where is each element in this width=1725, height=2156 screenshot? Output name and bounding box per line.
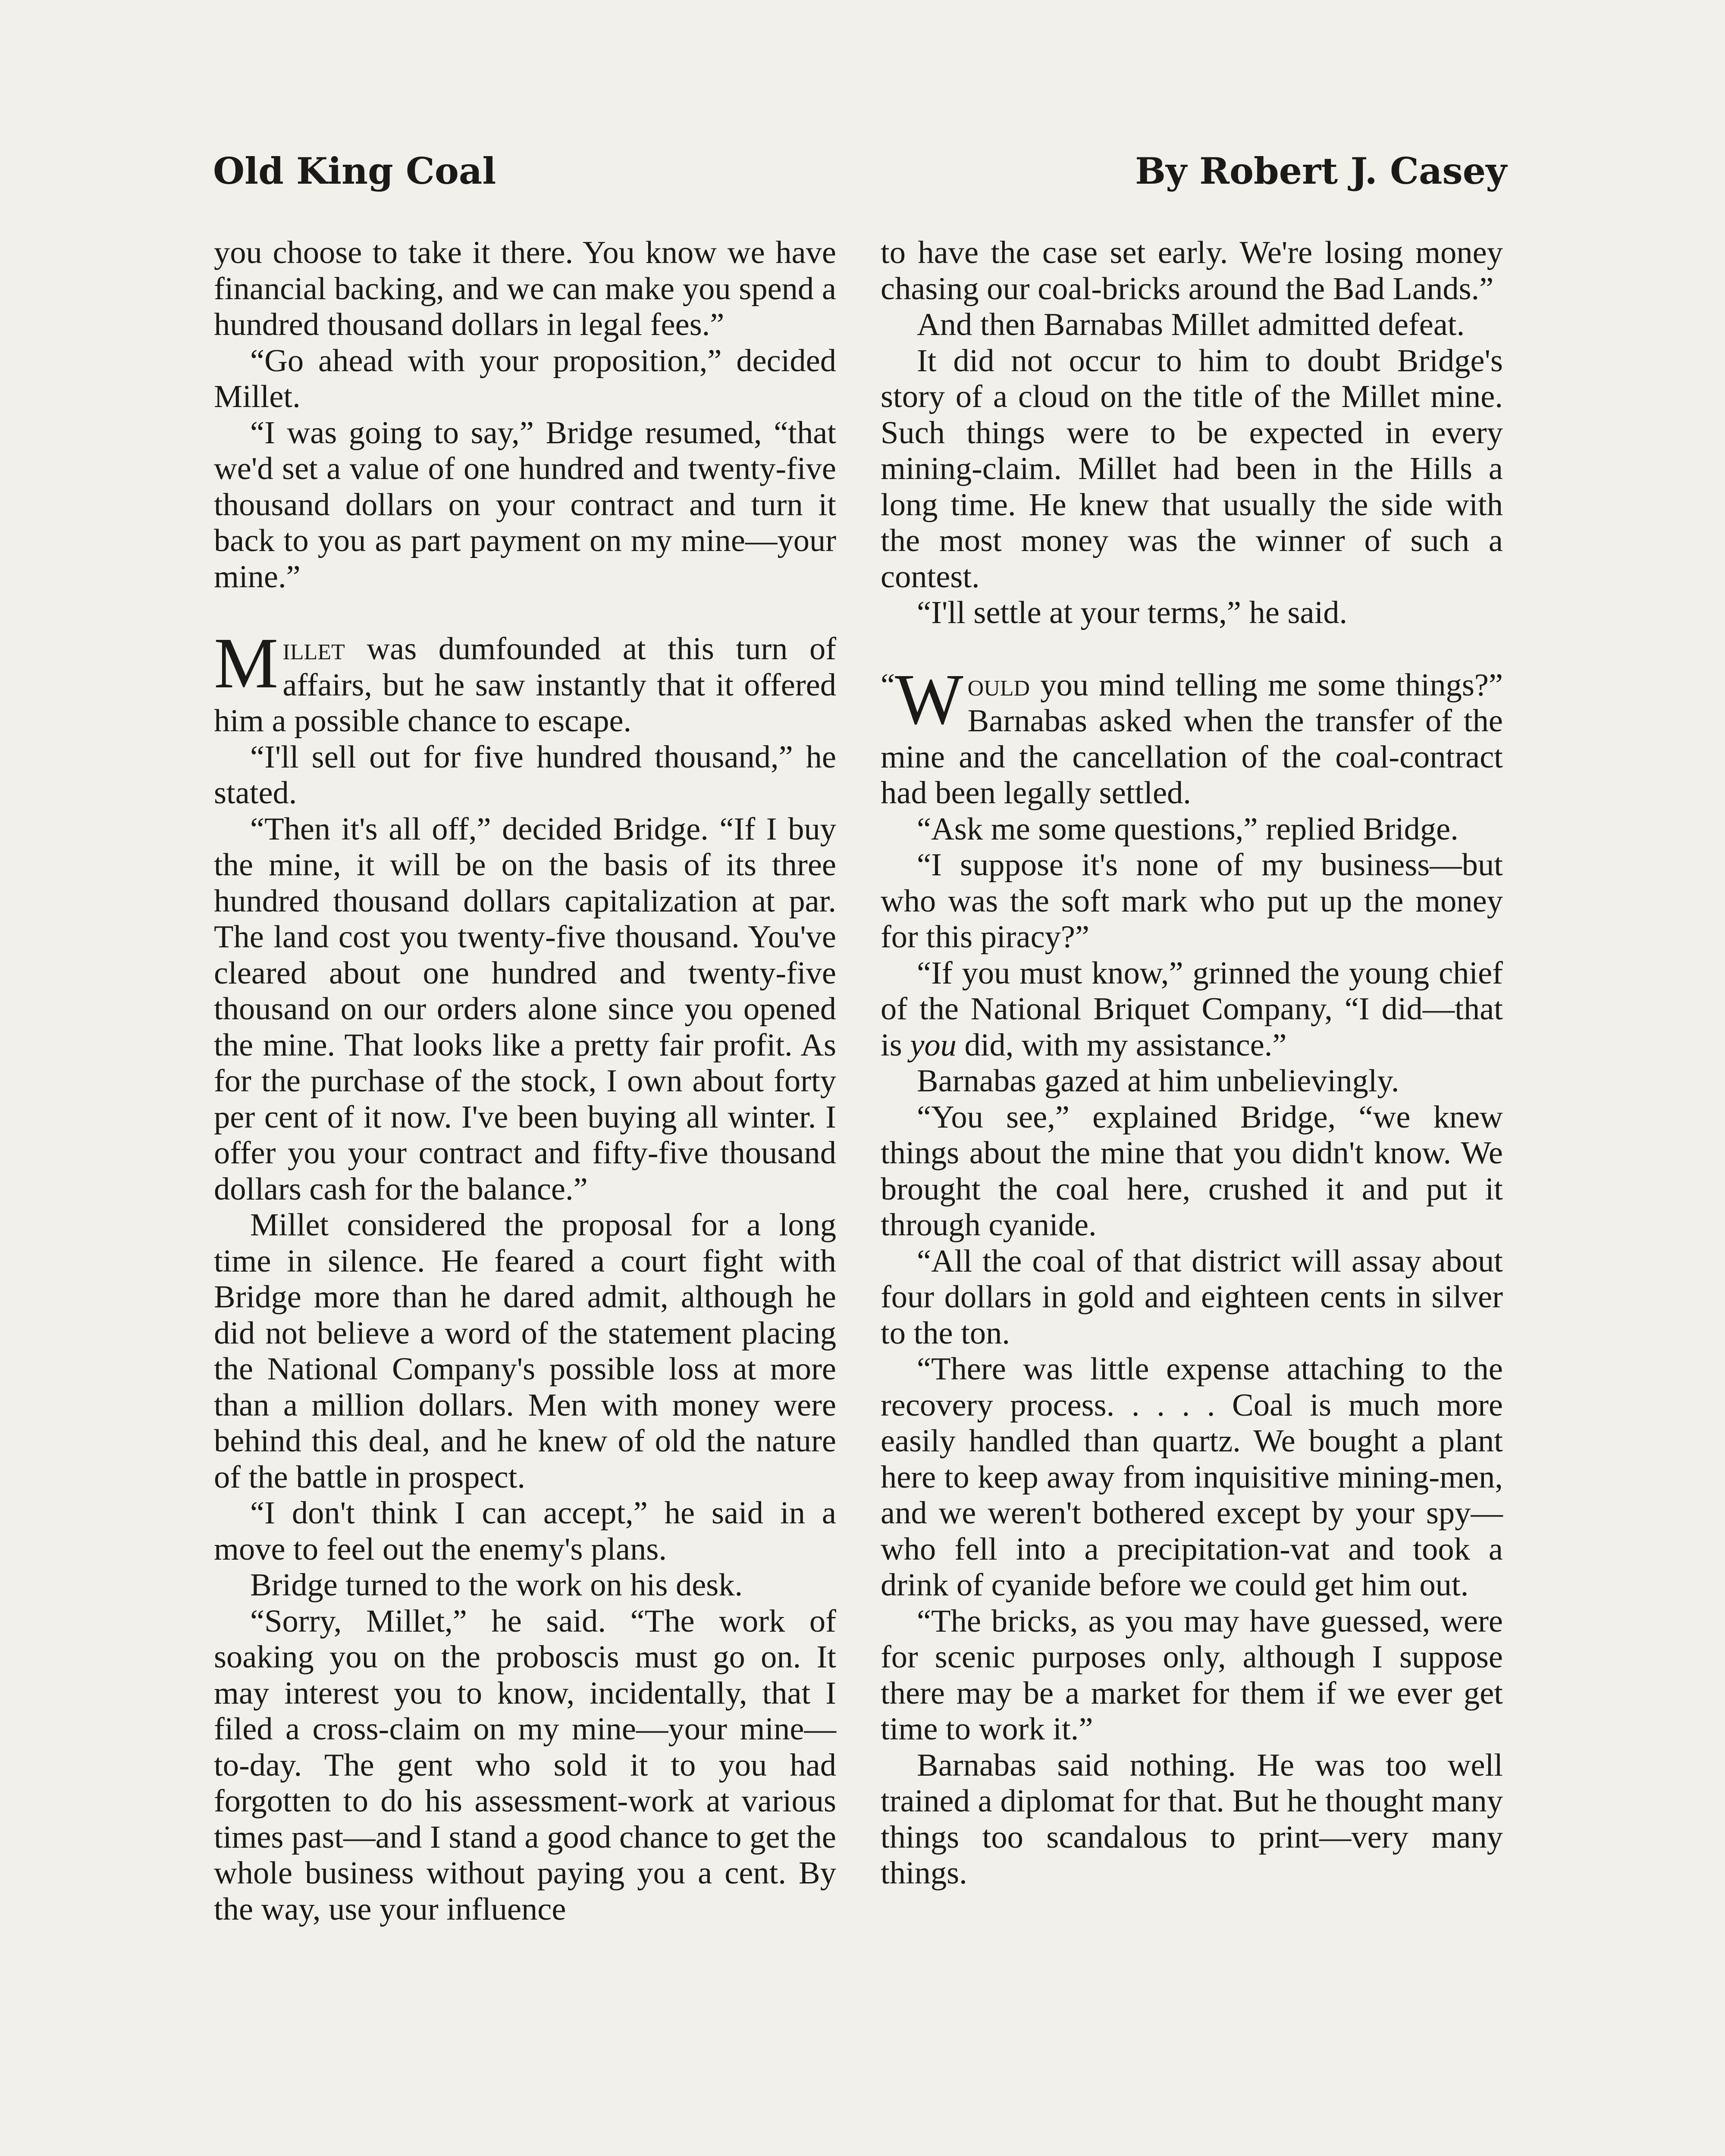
paragraph: “I was going to say,” Bridge resumed, “that we'd set a value of one hundred and twenty-five thousand dollars on your contract and turn it back to you as part payment on my mine—your mine.”	[214, 415, 836, 595]
paragraph-text: was dumfounded at this turn of affairs, but he saw instantly that it offered him a possible chance to escape.	[214, 631, 836, 739]
paragraph: “There was little expense attaching to the recovery process. . . . . Coal is much more easily handled than quartz. We bought a plant here to keep away from inquisitive mining-men, and we weren't bothered except by your spy—who fell into a precipitation-vat and took a drink of cyanide before we could get him out.	[881, 1351, 1503, 1603]
author-byline: By Robert J. Casey	[1135, 150, 1507, 192]
section-opening-paragraph	[214, 623, 836, 740]
paragraph: “The bricks, as you may have guessed, were for scenic purposes only, although I suppose there may be a market for them if we ever get time to work it.”	[881, 1603, 1503, 1747]
paragraph	[881, 956, 1503, 1064]
paragraph: “I suppose it's none of my business—but who was the soft mark who put up the money for this piracy?”	[881, 847, 1503, 955]
right-column	[881, 235, 1503, 1892]
lead-in-text: illet	[282, 631, 345, 667]
paragraph: “I'll sell out for five hundred thousand,” he stated.	[214, 739, 836, 811]
drop-cap: W	[895, 659, 963, 740]
section-opening-paragraph	[881, 659, 1503, 812]
paragraph-text: “If you must know,” grinned the young chief of the National Briquet Company, “I did—that is	[881, 955, 1503, 1063]
paragraph: Bridge turned to the work on his desk.	[250, 1567, 743, 1603]
lead-in-text: ould	[967, 667, 1030, 703]
paragraph: And then Barnabas Millet admitted defeat.	[917, 307, 1465, 342]
paragraph: It did not occur to him to doubt Bridge's story of a cloud on the title of the Millet mine. Such things were to be expected in every mining-claim. Millet had been in the Hills a long time. He knew that usually the side with the most money was the winner of such a contest.	[881, 343, 1503, 595]
paragraph: “I'll settle at your terms,” he said.	[917, 595, 1348, 630]
paragraph: you choose to take it there. You know we have financial backing, and we can make you spend a hundred thousand dollars in legal fees.”	[214, 235, 836, 342]
left-column	[214, 235, 836, 1927]
paragraph: “Go ahead with your proposition,” decided Millet.	[214, 343, 836, 414]
paragraph: “Then it's all off,” decided Bridge. “If I buy the mine, it will be on the basis of its three hundred thousand dollars capitalization at par. The land cost you twenty-five thousand. You've cleared about one hundred and twenty-five thousand on our orders alone since you opened the mine. That looks like a pretty fair profit. As for the purchase of the stock, I own about forty per cent of it now. I've been buying all winter. I offer you your contract and fifty-five thousand dollars cash for the balance.”	[214, 811, 836, 1207]
paragraph-text: you mind telling me some things?” Barnabas asked when the transfer of the mine and the cancellation of the coal-contract had been legally settled.	[881, 667, 1503, 811]
paragraph: “Ask me some questions,” replied Bridge.	[917, 811, 1458, 847]
paragraph: “You see,” explained Bridge, “we knew things about the mine that you didn't know. We brought the coal here, crushed it and put it through cyanide.	[881, 1099, 1503, 1243]
paragraph: “All the coal of that district will assay about four dollars in gold and eighteen cents in silver to the ton.	[881, 1243, 1503, 1351]
paragraph-text: did, with my assistance.”	[956, 1027, 1287, 1063]
story-title: Old King Coal	[213, 150, 496, 192]
running-header	[213, 143, 1507, 199]
paragraph: “Sorry, Millet,” he said. “The work of soaking you on the proboscis must go on. It may interest you to know, incidentally, that I filed a cross-claim on my mine—your mine—to-day. The gent who sold it to you had forgotten to do his assessment-work at various times past—and I stand a good chance to get the whole business without paying you a cent. By the way, use your influence	[214, 1603, 836, 1927]
emphasis-text: you	[910, 1027, 957, 1063]
opening-quote: “	[881, 667, 895, 703]
paragraph: Barnabas gazed at him unbelievingly.	[917, 1063, 1399, 1099]
paragraph: Millet considered the proposal for a long time in silence. He feared a court fight with Bridge more than he dared admit, although he did not believe a word of the statement placing the National Company's possible loss at more than a million dollars. Men with money were behind this deal, and he knew of old the nature of the battle in prospect.	[214, 1207, 836, 1495]
paragraph: to have the case set early. We're losing money chasing our coal-bricks around the Bad Lands.”	[881, 235, 1503, 307]
paragraph: Barnabas said nothing. He was too well trained a diplomat for that. But he thought many things too scandalous to print—very many things.	[881, 1747, 1503, 1891]
drop-cap: M	[214, 623, 279, 703]
paragraph: “I don't think I can accept,” he said in a move to feel out the enemy's plans.	[214, 1495, 836, 1567]
